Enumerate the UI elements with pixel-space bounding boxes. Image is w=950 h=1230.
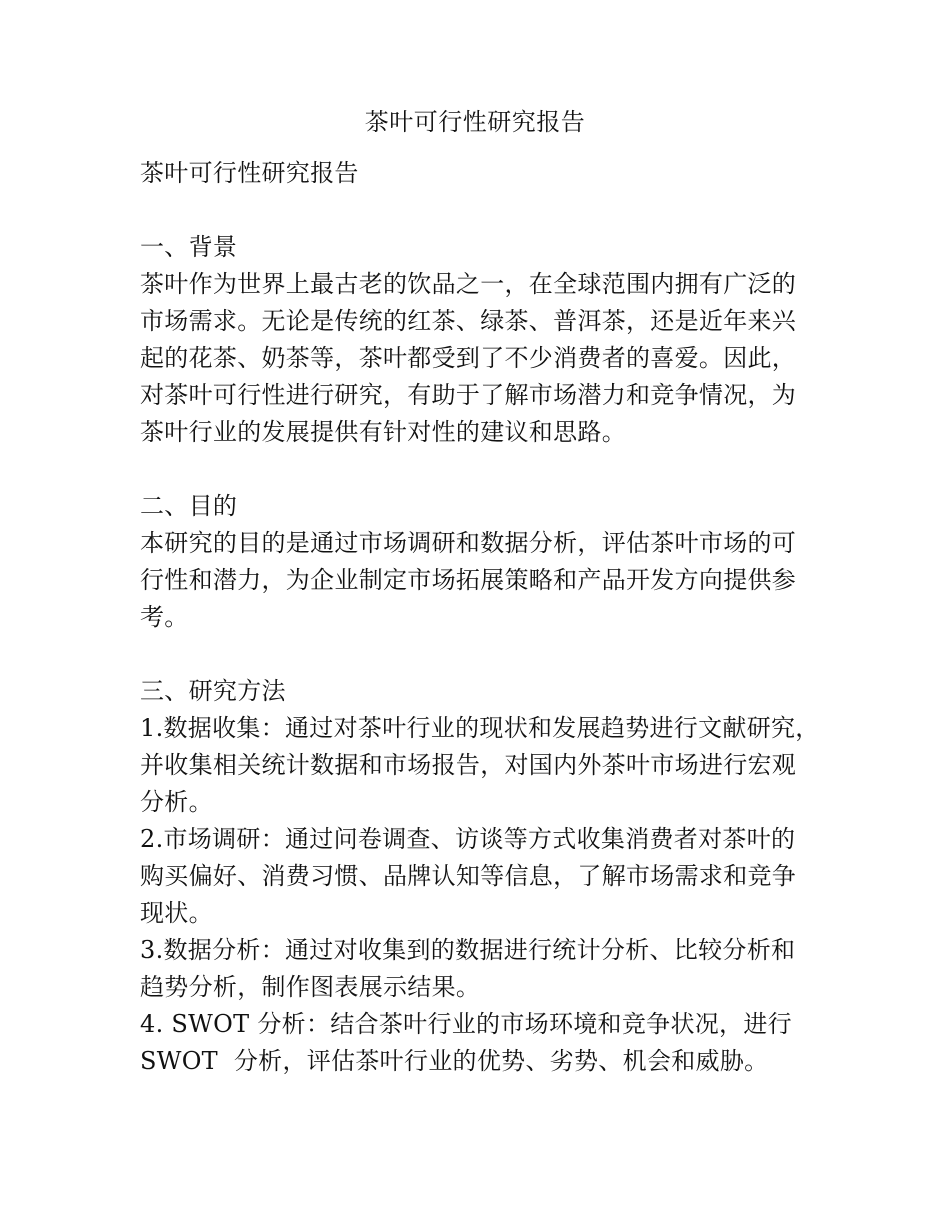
paragraph-line: 本研究的目的是通过市场调研和数据分析，评估茶叶市场的可 xyxy=(140,529,797,557)
method-line: 4. SWOT 分析：结合茶叶行业的市场环境和竞争状况，进行 xyxy=(140,1010,792,1038)
method-line: 购买偏好、消费习惯、品牌认知等信息，了解市场需求和竞争 xyxy=(140,862,797,890)
method-line: 3.数据分析：通过对收集到的数据进行统计分析、比较分析和 xyxy=(140,936,796,964)
blank-line xyxy=(140,192,840,229)
section-heading-methods: 三、研究方法 xyxy=(140,677,286,705)
blank-line xyxy=(140,451,840,488)
paragraph-line: 茶叶作为世界上最古老的饮品之一，在全球范围内拥有广泛的 xyxy=(140,270,797,298)
paragraph-line: 市场需求。无论是传统的红茶、绿茶、普洱茶，还是近年来兴 xyxy=(140,307,797,335)
method-line: 趋势分析，制作图表展示结果。 xyxy=(140,973,481,1001)
document-title: 茶叶可行性研究报告 xyxy=(364,108,586,136)
method-line: 2.市场调研：通过问卷调查、访谈等方式收集消费者对茶叶的 xyxy=(140,825,796,853)
document-heading: 茶叶可行性研究报告 xyxy=(140,159,359,187)
paragraph-line: 起的花茶、奶茶等，茶叶都受到了不少消费者的喜爱。因此， xyxy=(140,344,797,372)
method-line: 并收集相关统计数据和市场报告，对国内外茶叶市场进行宏观 xyxy=(140,751,797,779)
paragraph-line: 对茶叶可行性进行研究，有助于了解市场潜力和竞争情况，为 xyxy=(140,381,797,409)
section-heading-background: 一、背景 xyxy=(140,233,238,261)
paragraph-line: 考。 xyxy=(140,603,189,631)
method-line: 1.数据收集：通过对茶叶行业的现状和发展趋势进行文献研究， xyxy=(140,714,820,742)
paragraph-line: 茶叶行业的发展提供有针对性的建议和思路。 xyxy=(140,418,626,446)
paragraph-line: 行性和潜力，为企业制定市场拓展策略和产品开发方向提供参 xyxy=(140,566,797,594)
method-line: SWOT 分析，评估茶叶行业的优势、劣势、机会和威胁。 xyxy=(140,1047,769,1075)
method-line: 现状。 xyxy=(140,899,213,927)
section-heading-purpose: 二、目的 xyxy=(140,492,238,520)
document-body xyxy=(140,155,840,1080)
method-line: 分析。 xyxy=(140,788,213,816)
blank-line xyxy=(140,636,840,673)
